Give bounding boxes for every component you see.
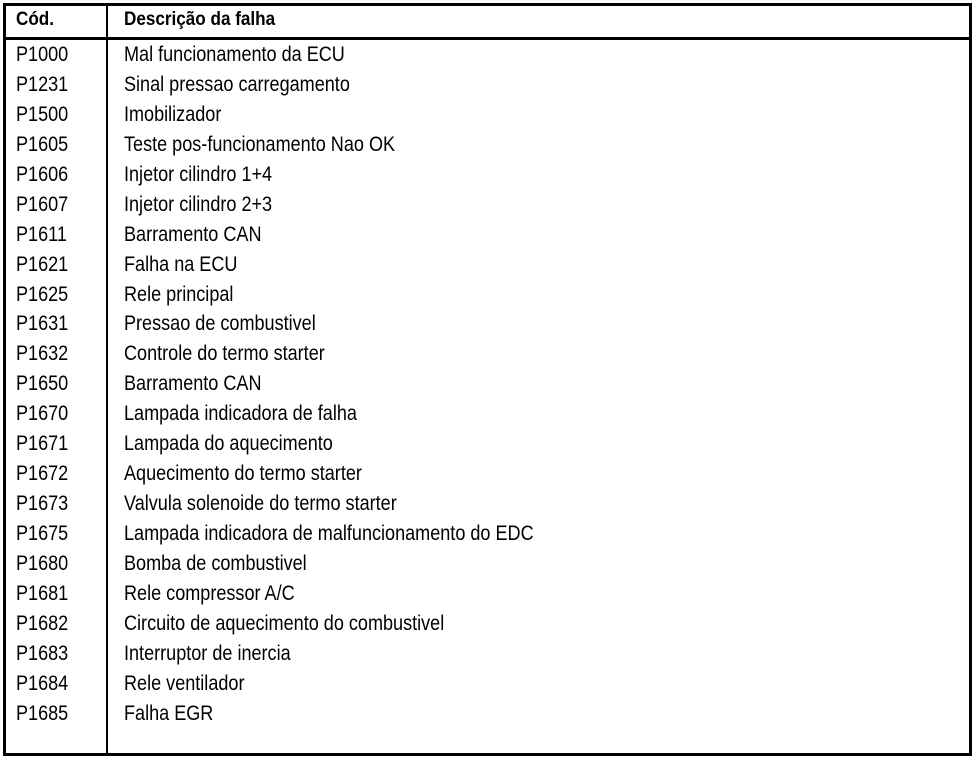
- table-row: [6, 72, 969, 102]
- fault-code: P1685: [16, 701, 69, 725]
- table-row: [6, 132, 969, 162]
- fault-code: P1631: [16, 312, 69, 336]
- fault-description: Interruptor de inercia: [124, 641, 291, 665]
- table-row: [6, 162, 969, 192]
- fault-description: Lampada indicadora de falha: [124, 402, 357, 426]
- table-row: [6, 581, 969, 611]
- table-row: [6, 701, 969, 731]
- table-row: [6, 551, 969, 581]
- fault-description: Controle do termo starter: [124, 342, 325, 366]
- table-row: [6, 431, 969, 461]
- fault-description: Rele principal: [124, 282, 234, 306]
- fault-description: Rele ventilador: [124, 671, 245, 695]
- fault-description: Aquecimento do termo starter: [124, 462, 362, 486]
- fault-code: P1632: [16, 342, 69, 366]
- fault-code: P1670: [16, 402, 69, 426]
- fault-description: Barramento CAN: [124, 222, 262, 246]
- table-row: [6, 192, 969, 222]
- fault-code: P1607: [16, 192, 69, 216]
- fault-description: Sinal pressao carregamento: [124, 72, 350, 96]
- fault-code: P1606: [16, 162, 69, 186]
- fault-description: Injetor cilindro 2+3: [124, 192, 273, 216]
- fault-code: P1684: [16, 671, 69, 695]
- table-row: [6, 491, 969, 521]
- fault-code: P1672: [16, 462, 69, 486]
- table-row: [6, 341, 969, 371]
- table-row: [6, 461, 969, 491]
- table-header: [6, 6, 969, 40]
- table-row: [6, 252, 969, 282]
- fault-code: P1625: [16, 282, 69, 306]
- fault-description: Bomba de combustivel: [124, 551, 307, 575]
- table-row: [6, 671, 969, 701]
- fault-code: P1650: [16, 372, 69, 396]
- fault-code: P1231: [16, 72, 69, 96]
- fault-description: Mal funcionamento da ECU: [124, 43, 345, 66]
- table-row: [6, 42, 969, 72]
- fault-description: Falha na ECU: [124, 252, 238, 276]
- fault-description: Barramento CAN: [124, 372, 262, 396]
- header-code: Cód.: [16, 9, 54, 30]
- fault-description: Circuito de aquecimento do combustivel: [124, 611, 445, 635]
- fault-code: P1605: [16, 132, 69, 156]
- fault-description: Imobilizador: [124, 102, 222, 126]
- table-row: [6, 401, 969, 431]
- fault-code: P1621: [16, 252, 69, 276]
- fault-code: P1683: [16, 641, 69, 665]
- table-row: [6, 521, 969, 551]
- fault-description: Teste pos-funcionamento Nao OK: [124, 132, 396, 156]
- fault-code: P1675: [16, 522, 69, 545]
- fault-code: P1673: [16, 492, 69, 516]
- table-row: [6, 102, 969, 132]
- table-row: [6, 641, 969, 671]
- fault-description: Injetor cilindro 1+4: [124, 162, 273, 186]
- table-row: [6, 282, 969, 312]
- fault-code: P1500: [16, 102, 69, 126]
- fault-description: Lampada indicadora de malfuncionamento do EDC: [124, 522, 534, 545]
- table-row: [6, 611, 969, 641]
- fault-description: Lampada do aquecimento: [124, 432, 333, 456]
- table-row: [6, 222, 969, 252]
- fault-code: P1611: [16, 222, 67, 246]
- fault-code: P1682: [16, 611, 69, 635]
- header-description: Descrição da falha: [124, 9, 276, 30]
- fault-description: Valvula solenoide do termo starter: [124, 492, 397, 516]
- fault-code: P1681: [16, 581, 69, 605]
- fault-code: P1671: [16, 432, 69, 456]
- fault-description: Falha EGR: [124, 701, 214, 725]
- fault-code-table: [3, 3, 972, 756]
- table-body: [6, 42, 969, 731]
- table-row: [6, 311, 969, 341]
- fault-description: Pressao de combustivel: [124, 312, 316, 336]
- table-row: [6, 371, 969, 401]
- fault-description: Rele compressor A/C: [124, 581, 295, 605]
- fault-code: P1680: [16, 551, 69, 575]
- fault-code: P1000: [16, 43, 69, 66]
